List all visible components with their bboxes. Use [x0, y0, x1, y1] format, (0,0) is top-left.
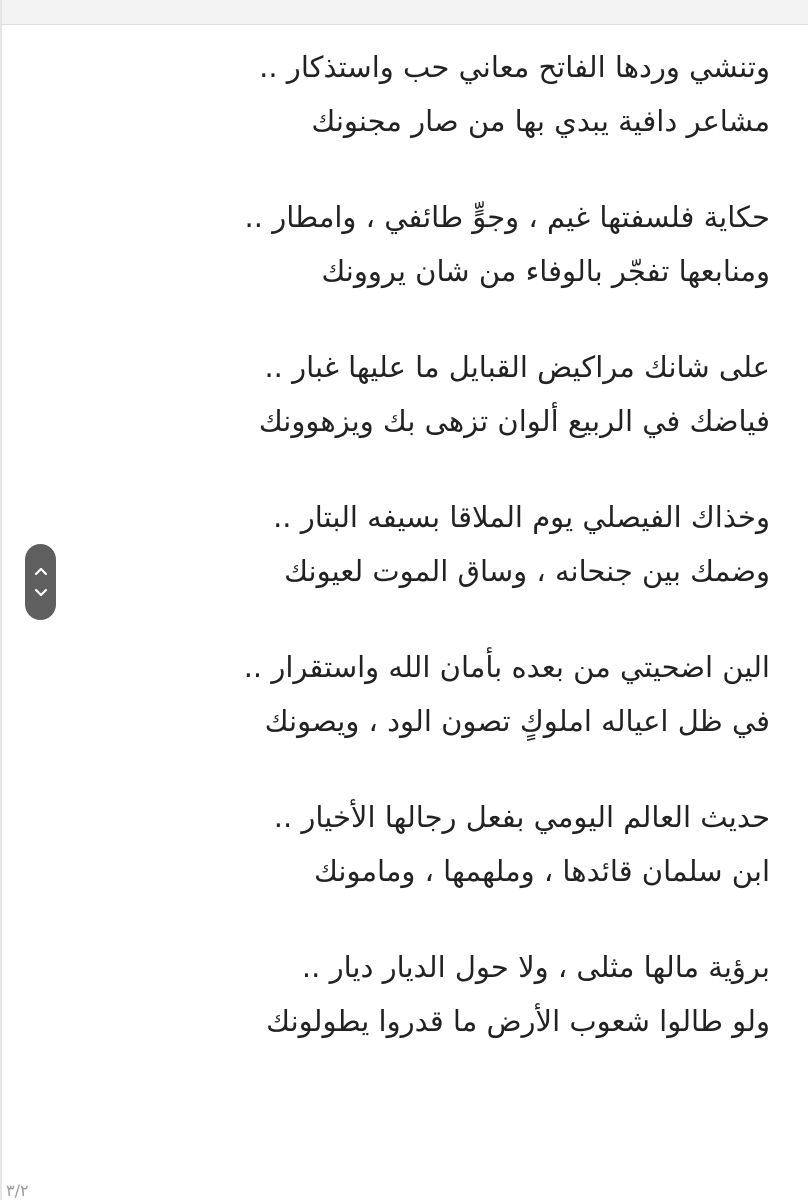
verse-line: وتنشي وردها الفاتح معاني حب واستذكار ..	[259, 50, 770, 84]
chevron-down-icon[interactable]	[33, 587, 49, 599]
top-bar	[0, 0, 808, 25]
poem-body	[210, 40, 770, 1090]
verse-line: وضمك بين جنحانه ، وساق الموت لعيونك	[284, 554, 770, 588]
stanza	[210, 790, 770, 898]
verse-line: ومنابعها تفجّر بالوفاء من شان يروونك	[321, 254, 770, 288]
verse-line: برؤية مالها مثلى ، ولا حول الديار ديار ..	[301, 950, 770, 984]
page-scroll-control[interactable]	[25, 544, 56, 620]
verse-line: وخذاك الفيصلي يوم الملاقا بسيفه البتار ..	[273, 500, 770, 534]
page-number: ٣/٢	[6, 1181, 29, 1200]
verse-line: حكاية فلسفتها غيم ، وجوٍّ طائفي ، وامطار ..	[244, 200, 770, 234]
left-edge-divider	[0, 0, 2, 1200]
stanza	[210, 490, 770, 598]
chevron-up-icon[interactable]	[33, 565, 49, 577]
verse-line: على شانك مراكيض القبايل ما عليها غبار ..	[264, 350, 770, 384]
stanza	[210, 190, 770, 298]
verse-line: الين اضحيتي من بعده بأمان الله واستقرار ..	[243, 650, 770, 684]
verse-line: حديث العالم اليومي بفعل رجالها الأخيار ..	[273, 800, 770, 834]
stanza	[210, 340, 770, 448]
verse-line: ابن سلمان قائدها ، وملهمها ، ومامونك	[313, 854, 770, 888]
stanza	[210, 940, 770, 1048]
verse-line: ولو طالوا شعوب الأرض ما قدروا يطولونك	[266, 1004, 770, 1038]
verse-line: في ظل اعياله املوكٍ تصون الود ، ويصونك	[264, 704, 770, 738]
stanza	[210, 40, 770, 148]
verse-line: مشاعر دافية يبدي بها من صار مجنونك	[311, 104, 770, 138]
verse-line: فياضك في الربيع ألوان تزهى بك ويزهوونك	[258, 404, 770, 438]
stanza	[210, 640, 770, 748]
